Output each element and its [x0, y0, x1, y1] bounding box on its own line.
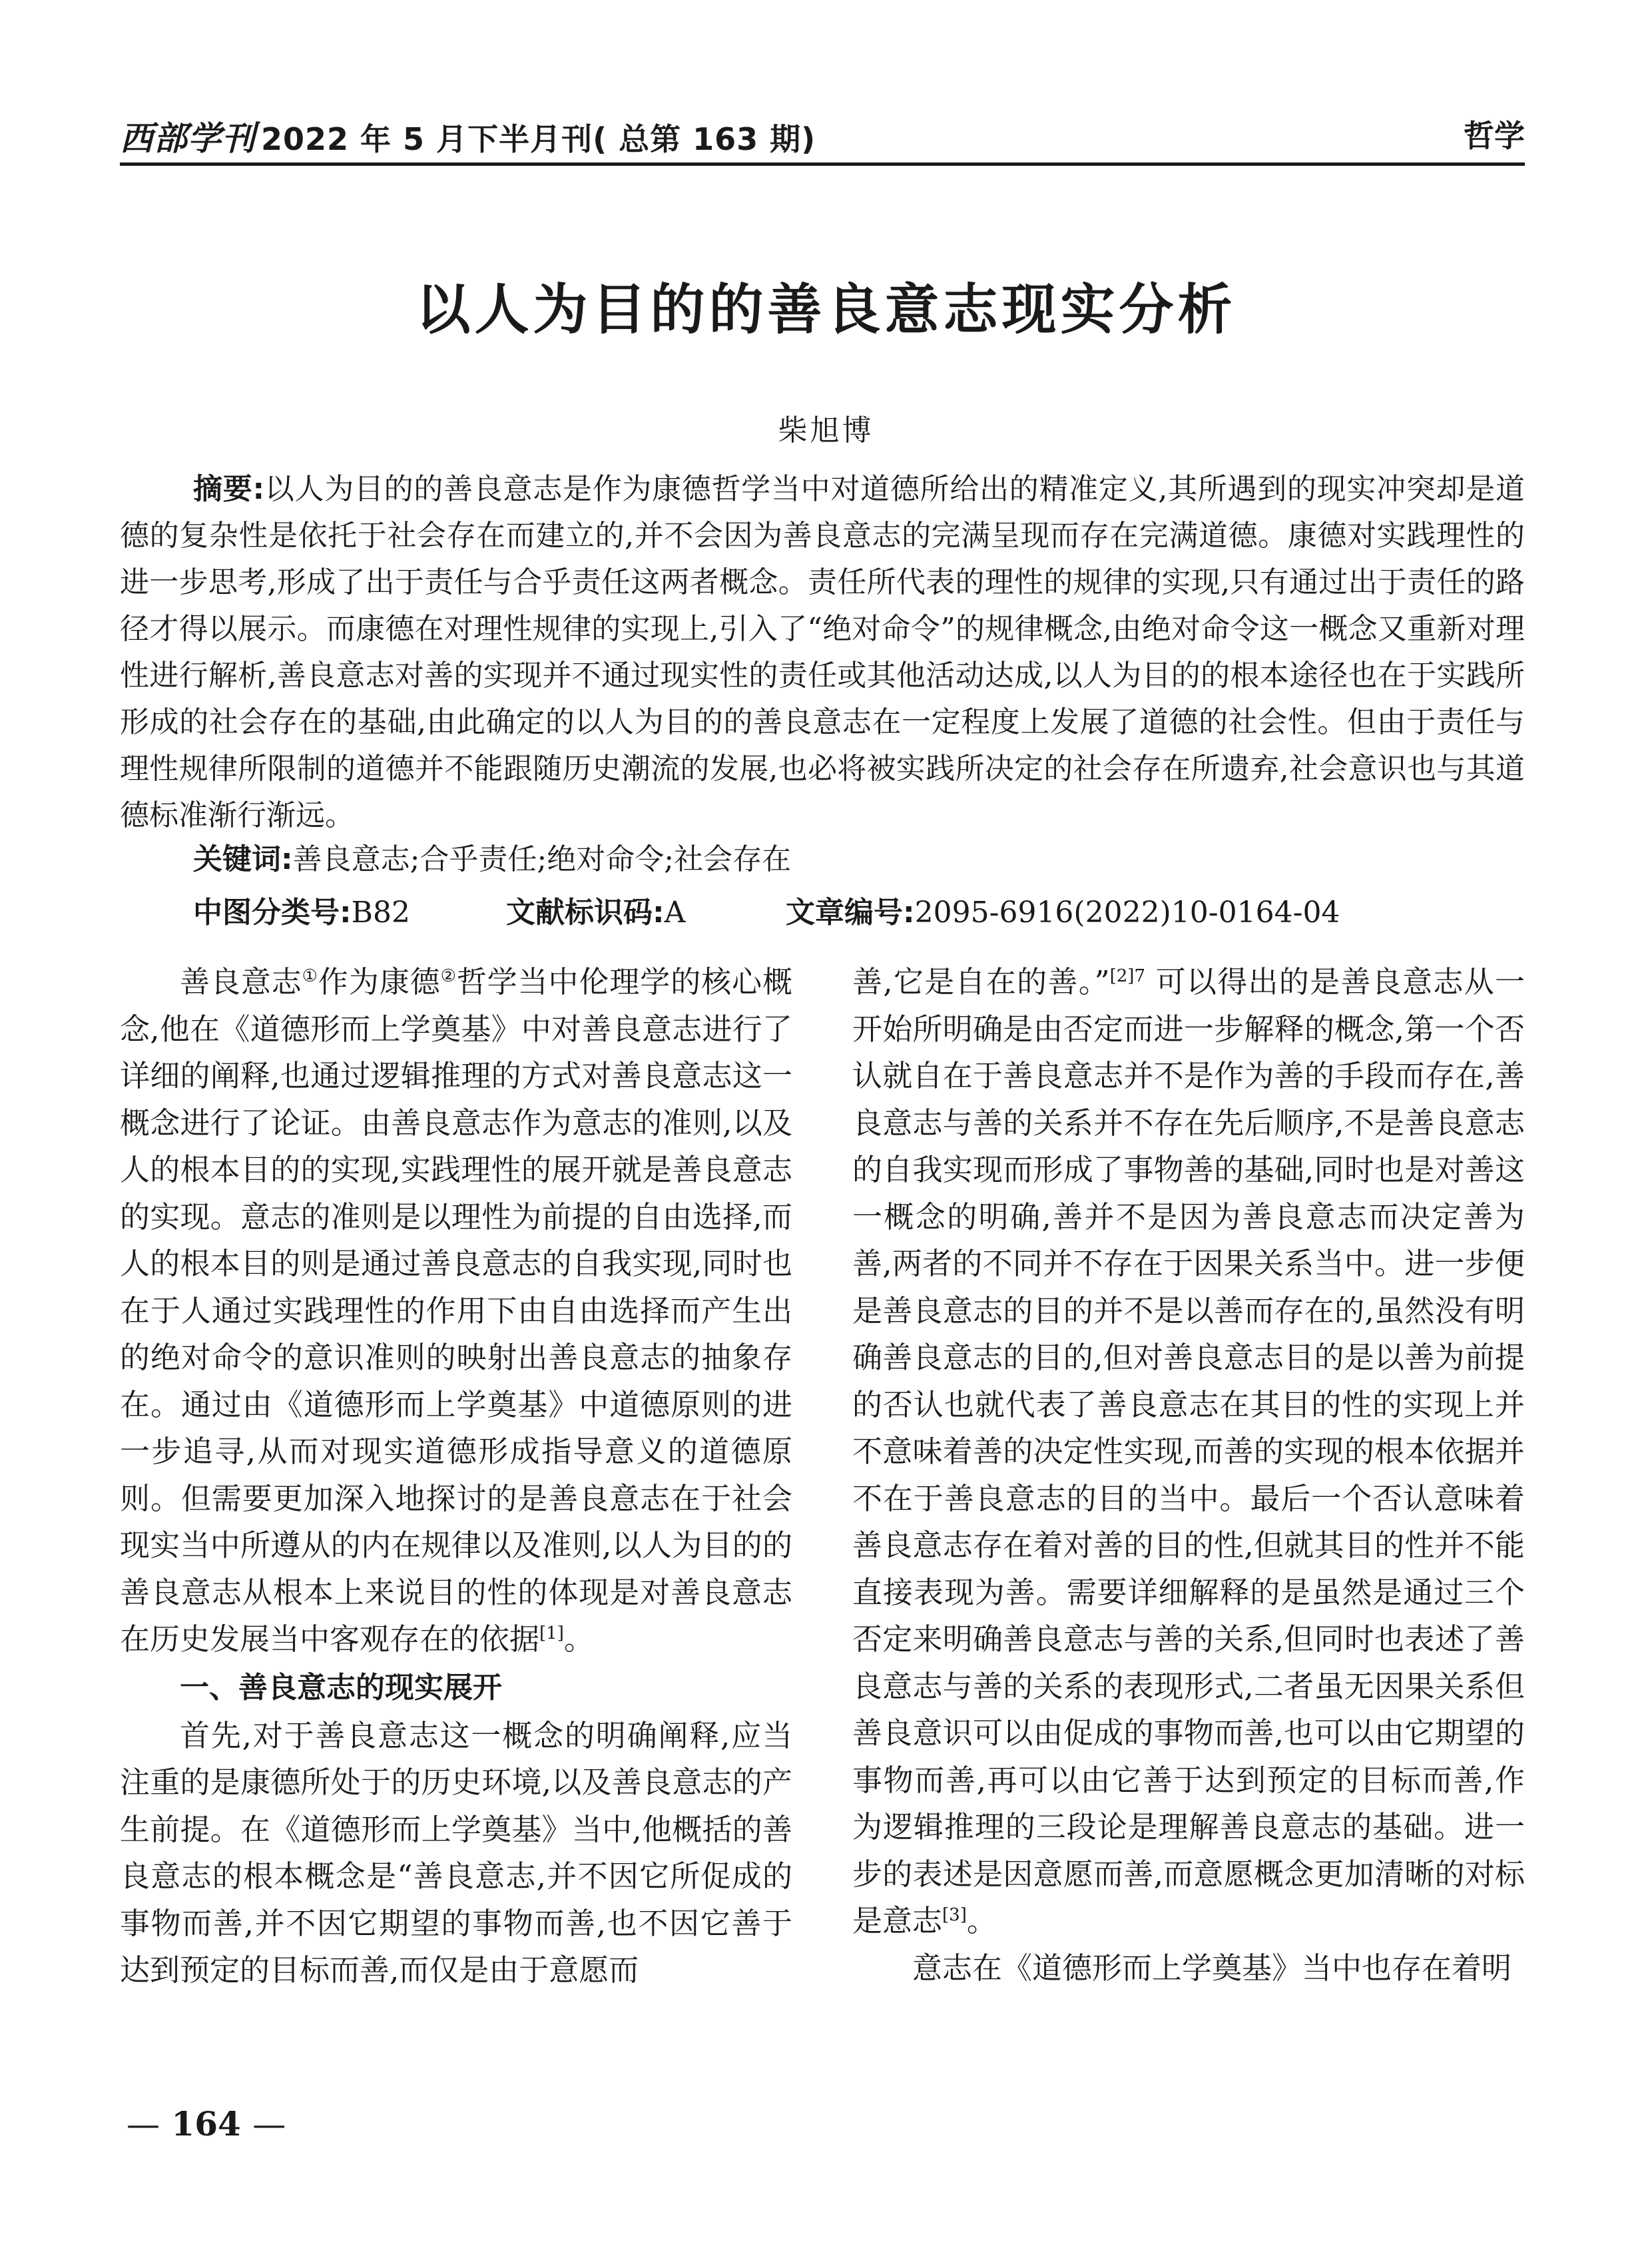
text-run: 。 — [966, 1903, 997, 1938]
text-run: 哲学当中伦理学的核心概念,他在《道德形而上学奠基》中对善良意志进行了详细的阐释,也通过逻辑推理的方式对善良意志这一概念进行了论证。由善良意志作为意志的准则,以及人的根本目的的实现,实践理性的展开就是善良意志的实现。意志的准则是以理性为前提的自由选择,而人的根本目的则是通过善良意志的自我实现,同时也在于人通过实践理性的作用下由自由选择而产生出的绝对命令的意识准则的映射出善良意志的抽象存在。通过由《道德形而上学奠基》中道德原则的进一步追寻,从而对现实道德形成指导意义的道德原则。但需要更加深入地探讨的是善良意志在于社会现实当中所遵从的内在规律以及准则,以人为目的的善良意志从根本上来说目的性的体现是对善良意志在历史发展当中客观存在的依据 — [120, 964, 792, 1657]
citation-marker: [3] — [942, 1905, 967, 1925]
citation-marker: [1] — [539, 1623, 564, 1643]
running-header — [120, 107, 1525, 160]
page-number — [127, 2104, 286, 2143]
clc-value: B82 — [351, 896, 410, 930]
text-run: 善良意志 — [180, 964, 302, 999]
citation-marker: [2]7 — [1109, 966, 1145, 986]
text-run: 善,它是自在的善。” — [852, 964, 1110, 999]
text-run: 。 — [563, 1621, 594, 1657]
abstract-label: 摘要: — [193, 472, 265, 506]
journal-issue — [120, 112, 816, 160]
article-meta — [193, 890, 1525, 936]
body-column-right — [852, 959, 1525, 1992]
article-author: 柴旭博 — [778, 414, 874, 447]
text-run: 可以得出的是善良意志从一开始所明确是由否定而进一步解释的概念,第一个否认就自在于善良意志并不是作为善的手段而存在,善良意志与善的关系并不存在先后顺序,不是善良意志的自我实现而形成了事物善的基础,同时也是对善这一概念的明确,善并不是因为善良意志而决定善为善,两者的不同并不存在于因果关系当中。进一步便是善良意志的目的并不是以善而存在的,虽然没有明确善良意志的目的,但对善良意志目的是以善为前提的否认也就代表了善良意志在其目的性的实现上并不意味着善的决定性实现,而善的实现的根本依据并不在于善良意志的目的当中。最后一个否认意味着善良意志存在着对善的目的性,但就其目的性并不能直接表现为善。需要详细解释的是虽然是通过三个否定来明确善良意志与善的关系,但同时也表述了善良意志与善的关系的表现形式,二者虽无因果关系但善良意识可以由促成的事物而善,也可以由它期望的事物而善,再可以由它善于达到预定的目标而善,作为逻辑推理的三段论是理解善良意志的基础。进一步的表述是因意愿而善,而意愿概念更加清晰的对标是意志 — [852, 964, 1525, 1938]
journal-logo: 西部学刊 — [120, 119, 256, 158]
document-code — [506, 890, 685, 936]
keywords-label: 关键词: — [193, 842, 293, 876]
article-number-value: 2095-6916(2022)10-0164-04 — [914, 896, 1340, 930]
clc-label: 中图分类号: — [193, 896, 352, 930]
keywords-text: 善良意志;合乎责任;绝对命令;社会存在 — [292, 842, 792, 876]
footnote-marker: ① — [302, 966, 318, 986]
issue-info: 2022 年 5 月下半月刊( 总第 163 期) — [261, 121, 816, 157]
doc-value: A — [664, 896, 686, 930]
body-column-left — [120, 959, 792, 1994]
header-rule — [120, 162, 1525, 166]
body-paragraph: 意志在《道德形而上学奠基》当中也存在着明 — [912, 1950, 1512, 1986]
article-number — [786, 890, 1340, 936]
keywords — [193, 836, 791, 883]
body-paragraph — [120, 959, 792, 1663]
section-heading: 一、善良意志的现实展开 — [180, 1670, 502, 1705]
abstract — [120, 466, 1525, 839]
body-paragraph: 首先,对于善良意志这一概念的明确阐释,应当注重的是康德所处于的历史环境,以及善良意志的产生前提。在《道德形而上学奠基》当中,他概括的善良意志的根本概念是“善良意志,并不因它所促成的事物而善,并不因它期望的事物而善,也不因它善于达到预定的目标而善,而仅是由于意愿而 — [120, 1717, 792, 1988]
section-tag: 哲学 — [1464, 118, 1525, 154]
text-run: 作为康德 — [318, 964, 441, 999]
article-number-label: 文章编号: — [786, 896, 915, 930]
dash-left: — — [127, 2105, 160, 2143]
abstract-text: 以人为目的的善良意志是作为康德哲学当中对道德所给出的精准定义,其所遇到的现实冲突却是道德的复杂性是依托于社会存在而建立的,并不会因为善良意志的完满呈现而存在完满道德。康德对实践理性的进一步思考,形成了出于责任与合乎责任这两者概念。责任所代表的理性的规律的实现,只有通过出于责任的路径才得以展示。而康德在对理性规律的实现上,引入了“绝对命令”的规律概念,由绝对命令这一概念又重新对理性进行解析,善良意志对善的实现并不通过现实性的责任或其他活动达成,以人为目的的根本途径也在于实践所形成的社会存在的基础,由此确定的以人为目的的善良意志在一定程度上发展了道德的社会性。但由于责任与理性规律所限制的道德并不能跟随历史潮流的发展,也必将被实践所决定的社会存在所遗弃,社会意识也与其道德标准渐行渐远。 — [120, 472, 1525, 832]
clc-number — [193, 890, 410, 936]
page-number-value: 164 — [171, 2104, 241, 2143]
dash-right: — — [252, 2105, 286, 2143]
body-paragraph — [852, 959, 1525, 1945]
article-title: 以人为目的的善良意志现实分析 — [415, 278, 1237, 342]
doc-label: 文献标识码: — [506, 896, 665, 930]
footnote-marker: ② — [440, 966, 457, 986]
